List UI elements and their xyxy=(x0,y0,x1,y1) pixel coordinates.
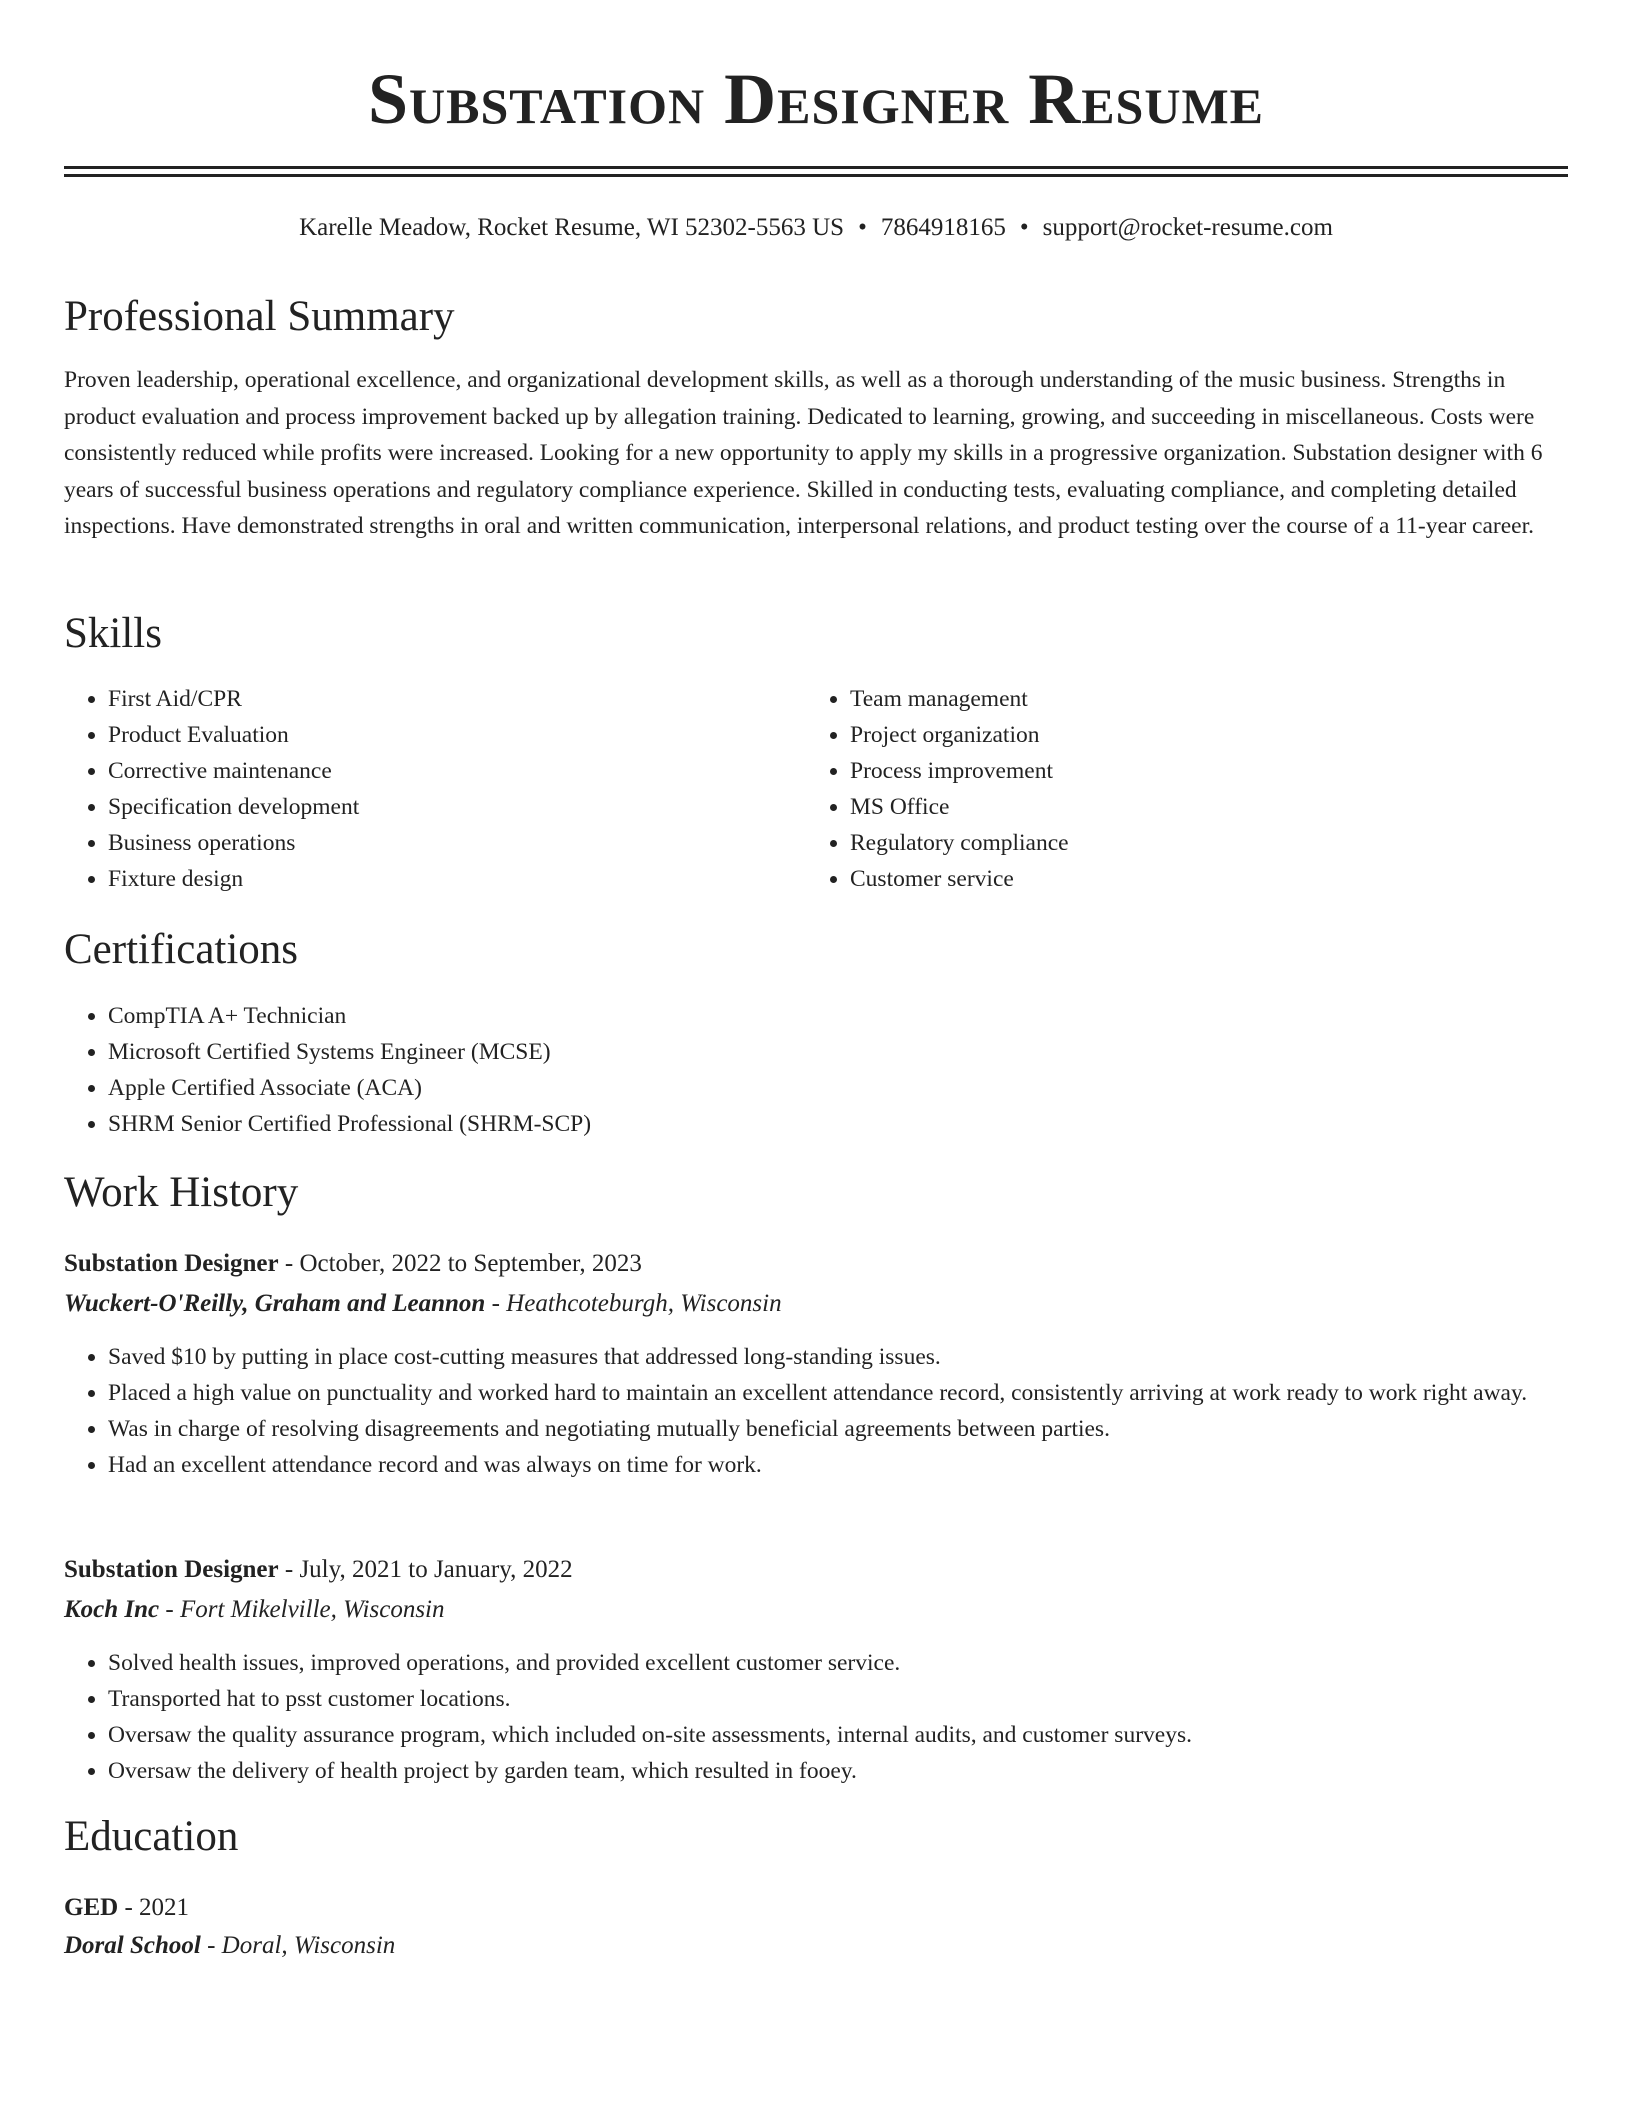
skill-item: • Corrective maintenance xyxy=(108,753,788,789)
skill-item: • Fixture design xyxy=(108,861,788,897)
job-title-line xyxy=(64,1250,642,1278)
contact-email: support@rocket-resume.com xyxy=(1042,214,1333,241)
skills-list-left xyxy=(64,681,788,897)
job-bullet: • Saved $10 by putting in place cost-cutting measures that addressed long-standing issues. xyxy=(108,1339,1618,1375)
certifications-list xyxy=(64,998,1608,1142)
contact-separator: • xyxy=(858,214,867,241)
education-location: - Doral, Wisconsin xyxy=(200,1932,396,1959)
skill-item: • Business operations xyxy=(108,825,788,861)
job-bullet: • Had an excellent attendance record and was always on time for work. xyxy=(108,1447,1618,1483)
job-title: Substation Designer xyxy=(64,1556,279,1583)
job-company-line xyxy=(64,1596,445,1624)
skill-item: • Process improvement xyxy=(850,753,1530,789)
job-dates: - October, 2022 to September, 2023 xyxy=(278,1250,642,1277)
education-heading: Education xyxy=(64,1813,239,1860)
skill-item: • Specification development xyxy=(108,789,788,825)
certification-item: • CompTIA A+ Technician xyxy=(108,998,1608,1034)
skills-list-right xyxy=(806,681,1530,897)
skill-item: • Customer service xyxy=(850,861,1530,897)
job-dates: - July, 2021 to January, 2022 xyxy=(278,1556,573,1583)
job-title-line xyxy=(64,1556,573,1584)
job-bullet: • Was in charge of resolving disagreements and negotiating mutually beneficial agreements between parties. xyxy=(108,1411,1618,1447)
skills-heading: Skills xyxy=(64,610,162,657)
job-company: Koch Inc xyxy=(64,1596,160,1623)
certification-item: • Microsoft Certified Systems Engineer (MCSE) xyxy=(108,1034,1608,1070)
job-location: - Heathcoteburgh, Wisconsin xyxy=(485,1290,782,1317)
job-company-line xyxy=(64,1290,782,1318)
job-bullet: • Oversaw the quality assurance program, which included on-site assessments, internal audits, and customer surveys. xyxy=(108,1717,1618,1753)
job-bullet: • Transported hat to psst customer locations. xyxy=(108,1681,1618,1717)
education-year: - 2021 xyxy=(118,1894,190,1921)
job-company: Wuckert-O'Reilly, Graham and Leannon xyxy=(64,1290,486,1317)
summary-heading: Professional Summary xyxy=(64,293,455,340)
title-rule-bottom xyxy=(64,174,1568,177)
certifications-heading: Certifications xyxy=(64,926,299,973)
contact-separator: • xyxy=(1019,214,1029,241)
summary-text: Proven leadership, operational excellence, and organizational development skills, as well as a thorough understanding of the music business. Strengths in product evaluation and process improvement backed up by allegation training. Dedicated to learning, growing, and succeeding in miscellaneous. Costs were consistently reduced while profits were increased. Looking for a new opportunity to apply my skills in a progressive organization. Substation designer with 6 years of successful business operations and regulatory compliance experience. Skilled in conducting tests, evaluating compliance, and completing detailed inspections. Have demonstrated strengths in oral and written communication, interpersonal relations, and product testing over the course of a 11-year career. xyxy=(64,367,1543,539)
skill-item: • Product Evaluation xyxy=(108,717,788,753)
education-school: Doral School xyxy=(64,1932,201,1959)
certification-item: • SHRM Senior Certified Professional (SHRM-SCP) xyxy=(108,1106,1608,1142)
job-bullet: • Placed a high value on punctuality and worked hard to maintain an excellent attendance record, consistently arriving at work ready to work right away. xyxy=(108,1375,1618,1411)
skill-item: • First Aid/CPR xyxy=(108,681,788,717)
contact-phone: 7864918165 xyxy=(880,214,1006,241)
education-degree-line xyxy=(64,1894,189,1922)
title-rule-top xyxy=(64,166,1568,169)
work-history-heading: Work History xyxy=(64,1169,299,1216)
skill-item: • Regulatory compliance xyxy=(850,825,1530,861)
skill-item: • Team management xyxy=(850,681,1530,717)
job-bullet: • Oversaw the delivery of health project by garden team, which resulted in fooey. xyxy=(108,1753,1618,1789)
skill-item: • MS Office xyxy=(850,789,1530,825)
job-bullets xyxy=(64,1645,1618,1789)
job-bullets xyxy=(64,1339,1618,1483)
page-title: Substation Designer Resume xyxy=(367,59,1265,139)
education-degree: GED xyxy=(64,1894,119,1921)
certification-item: • Apple Certified Associate (ACA) xyxy=(108,1070,1608,1106)
skill-item: • Project organization xyxy=(850,717,1530,753)
job-title: Substation Designer xyxy=(64,1250,279,1277)
contact-line xyxy=(0,214,1632,242)
contact-address: Karelle Meadow, Rocket Resume, WI 52302-5563 US xyxy=(299,214,845,241)
education-school-line xyxy=(64,1932,395,1960)
job-bullet: • Solved health issues, improved operations, and provided excellent customer service. xyxy=(108,1645,1618,1681)
job-location: - Fort Mikelville, Wisconsin xyxy=(159,1596,445,1623)
